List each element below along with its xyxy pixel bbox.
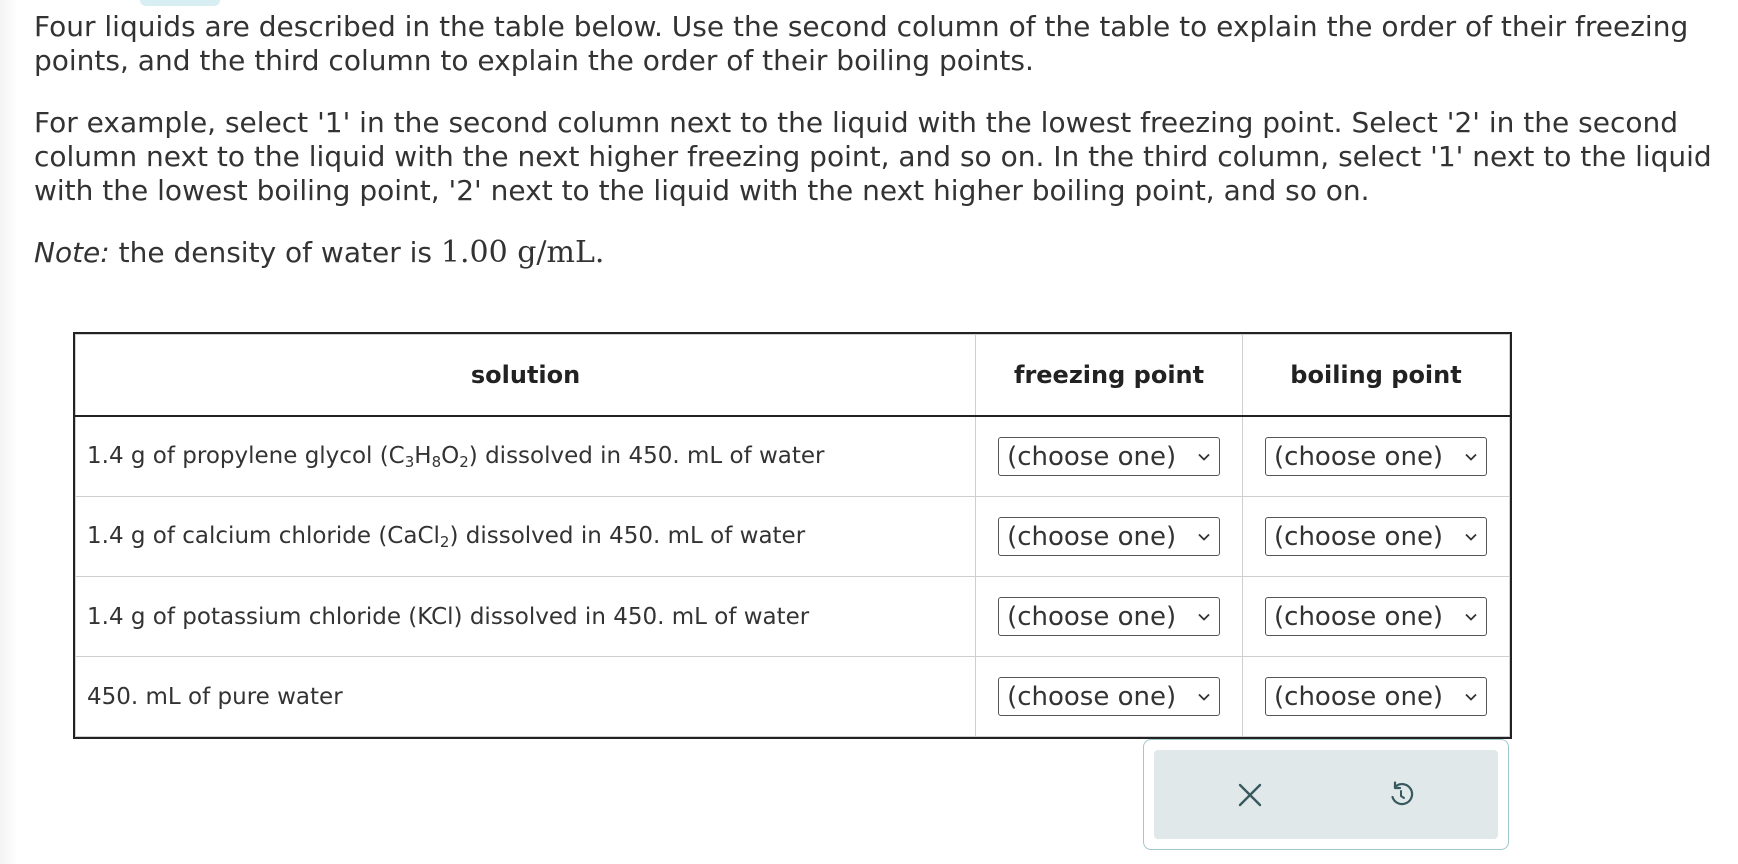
chevron-down-icon bbox=[1197, 610, 1211, 624]
solutions-table bbox=[75, 334, 1510, 737]
clear-button[interactable] bbox=[1230, 775, 1270, 815]
undo-button[interactable] bbox=[1381, 775, 1421, 815]
chevron-down-icon bbox=[1197, 690, 1211, 704]
header-solution: solution bbox=[76, 335, 976, 417]
table-row bbox=[76, 577, 1510, 657]
label-part: H bbox=[414, 442, 432, 469]
table-header-row bbox=[76, 335, 1510, 417]
header-boiling-point: boiling point bbox=[1243, 335, 1510, 417]
close-icon bbox=[1236, 781, 1264, 809]
label-part: O bbox=[441, 442, 460, 469]
chevron-down-icon bbox=[1464, 530, 1478, 544]
label-part: 1.4 g of calcium chloride (CaCl bbox=[87, 522, 440, 549]
boiling-cell bbox=[1243, 657, 1510, 737]
chevron-down-icon bbox=[1464, 450, 1478, 464]
boiling-point-select[interactable] bbox=[1265, 677, 1487, 716]
solution-label: 1.4 g of potassium chloride (KCl) dissolved in 450. mL of water bbox=[76, 577, 976, 657]
boiling-point-select[interactable] bbox=[1265, 517, 1487, 556]
table-row bbox=[76, 416, 1510, 497]
boiling-cell bbox=[1243, 416, 1510, 497]
freezing-point-select[interactable] bbox=[998, 437, 1220, 476]
select-value: (choose one) bbox=[1274, 441, 1444, 472]
freezing-point-select[interactable] bbox=[998, 517, 1220, 556]
chevron-down-icon bbox=[1197, 450, 1211, 464]
select-value: (choose one) bbox=[1007, 441, 1177, 472]
freezing-cell bbox=[976, 657, 1243, 737]
boiling-point-select[interactable] bbox=[1265, 437, 1487, 476]
select-value: (choose one) bbox=[1007, 601, 1177, 632]
undo-icon bbox=[1386, 780, 1416, 810]
note-end: . bbox=[594, 235, 605, 270]
boiling-cell bbox=[1243, 497, 1510, 577]
label-part: 1.4 g of propylene glycol (C bbox=[87, 442, 405, 469]
top-tab-indicator bbox=[140, 0, 220, 6]
table-row bbox=[76, 657, 1510, 737]
table-row bbox=[76, 497, 1510, 577]
freezing-point-select[interactable] bbox=[998, 677, 1220, 716]
select-value: (choose one) bbox=[1274, 681, 1444, 712]
instructions-paragraph-2: For example, select '1' in the second column next to the liquid with the lowest freezing point. Select '2' in the second column next to the liquid with the next higher freezing point, and so on. In the third column, select '1' next to the liquid with the lowest boiling point, '2' next to the liquid with the next higher boiling point, and so on. bbox=[34, 106, 1712, 207]
note-value: 1.00 g/mL bbox=[440, 235, 595, 270]
answer-toolbar bbox=[1143, 739, 1509, 850]
select-value: (choose one) bbox=[1274, 521, 1444, 552]
select-value: (choose one) bbox=[1007, 521, 1177, 552]
freezing-point-select[interactable] bbox=[998, 597, 1220, 636]
subscript: 2 bbox=[439, 532, 450, 551]
instructions-paragraph-1: Four liquids are described in the table below. Use the second column of the table to explain the order of their freezing points, and the third column to explain the order of their boiling points. bbox=[34, 10, 1689, 77]
select-value: (choose one) bbox=[1007, 681, 1177, 712]
header-freezing-point: freezing point bbox=[976, 335, 1243, 417]
subscript: 8 bbox=[431, 452, 442, 471]
freezing-cell bbox=[976, 497, 1243, 577]
chevron-down-icon bbox=[1464, 690, 1478, 704]
question-text bbox=[34, 10, 1734, 298]
label-part: ) dissolved in 450. mL of water bbox=[449, 522, 806, 549]
freezing-cell bbox=[976, 416, 1243, 497]
left-margin-strip bbox=[0, 0, 18, 864]
toolbar-panel bbox=[1154, 750, 1498, 839]
note-paragraph bbox=[34, 236, 1734, 270]
chevron-down-icon bbox=[1197, 530, 1211, 544]
note-label: Note: bbox=[34, 236, 110, 269]
label-part: ) dissolved in 450. mL of water bbox=[468, 442, 825, 469]
solution-label bbox=[76, 497, 976, 577]
solution-label: 450. mL of pure water bbox=[76, 657, 976, 737]
solution-label bbox=[76, 416, 976, 497]
boiling-cell bbox=[1243, 577, 1510, 657]
subscript: 2 bbox=[459, 452, 469, 471]
subscript: 3 bbox=[404, 452, 415, 471]
select-value: (choose one) bbox=[1274, 601, 1444, 632]
chevron-down-icon bbox=[1464, 610, 1478, 624]
note-text: the density of water is bbox=[118, 236, 432, 269]
freezing-cell bbox=[976, 577, 1243, 657]
boiling-point-select[interactable] bbox=[1265, 597, 1487, 636]
